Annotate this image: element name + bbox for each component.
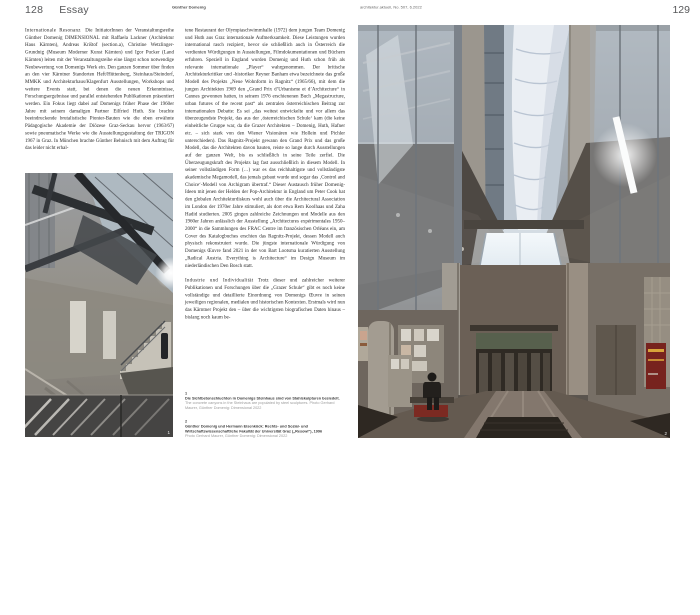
heading-industrie-und-individualitaet: Industrie und Individualität [185, 277, 254, 284]
article-column-2 [185, 27, 345, 615]
caption-1-credit: Photo Gerhard Maurer, Günther Domenig: Dimensional 2022 [185, 400, 335, 410]
figure-steinhaus-photo [25, 173, 173, 437]
figure-marker-1: 1 [167, 430, 170, 435]
running-head: Günther Domenig [172, 5, 206, 10]
caption-1-text-de: Die Sichtbetonschluchten in Domenigs Steinhaus sind von Stahlskulpturen besiedelt. [185, 395, 340, 401]
caption-1-text-en: The concrete canyons in the Steinhaus are populated by steel sculptures. [185, 400, 309, 406]
person-body [423, 382, 441, 398]
portrait-photo [360, 331, 367, 340]
caption-2-text-de: Günther Domenig und Hermann Eisenköck: Rechts- und Sozial- und Wirtschaftswissenschaftliche Fakultät der Universität Graz („Resowi“), 1996 [185, 423, 323, 434]
right-lower-wall [588, 263, 670, 428]
page-number-left: 128 [25, 4, 44, 16]
resowi-atrium-illustration [358, 25, 670, 438]
section-label: Essay [59, 4, 89, 16]
caption-2-credit: Photo Gerhard Maurer, Günther Domenig: Dimensional 2022 [185, 433, 288, 439]
person-head [428, 373, 437, 382]
figure-resowi-photo [358, 25, 670, 438]
corridor-end [460, 265, 566, 397]
caption-2 [185, 419, 345, 438]
caption-block [185, 391, 345, 486]
body-text-1: Die InitiatorInnen der Veranstaltungsreihe Günther Domenig DIMENSIONAL mit Raffaela Lackner (Architektur Haus Kärnten), Andreas Krištof (section.a), Christine Wetzlinger-Grundnig (Museum Moderner Kunst Kärnten) und Igor Pucker (Land Kärnten) leiten mit der Veranstaltungsreihe eine längst schon notwendige Neubewertung von Domenigs Werk ein. Den ganzen Sommer über finden an den vier Kärntner Standorten Heft/Hüttenberg, Steinhaus/Steindorf, MMKK und Architekturhaus/Klagenfurt Ausstellungen, Workshops und weitere Events statt, bei denen die neuen Erkenntnisse, Forschungsergebnisse und parallel entstehenden Publikationen präsentiert werden. Ein Fokus liegt dabei auf Domenigs früher Phase der 1960er Jahre mit seinem damaligen Partner Eilfried Huth. Sie brachte beeindruckende brutalistische Pionier-Bauten wie die oben erwähnte Pädagogische Akademie der Diözese Graz-Seckau hervor (1963/67) sowie pneumatische Werke wie die Ausstellungsgestaltung der TRIGON 1967 in Graz. In München brachte Günther Behnisch mit dem Auftrag für das leider nicht erhal- [25, 27, 175, 151]
steinhaus-staircase-illustration [25, 173, 173, 437]
body-text-2: tene Restaurant der Olympiaschwimmhalle (1972) dem jungen Team Domenig und Huth aus Graz internationale Aufmerksamkeit. Diese Leistungen wurden international rasch rezipiert, bevor sie schließlich auch in Österreich die verdienten Würdigungen in Ausstellungen, Filmdokumentationen und Büchern erfuhren. Speziell in England wurden Domenig und Huth schon früh als relevante internationale „Player“ wahrgenommen. Der britische Architekturkritiker und -historiker Reyner Banham etwa bezeichnete das große Modell des Projekts „Neue Wohnform in Ragnitz“ (1965/66), mit dem die jungen Architekten 1969 den „Grand Prix d’Urbanisme et d’Architecture“ in Cannes gewonnen hatten, in seinem 1976 erschienenen Buch „Megastructure, urban futures of the recent past“ als zentralen österreichischen Beitrag zur internationalen Debatte: Es sei „das weitest entwickelte und vor allem das überzeugendste Projekt, das aus der ‚österreichischen Schule‘ kam (die keine einheitliche Gruppe war, da die Grazer Architekten – Domenig, Huth, Hafner etc. – sich stark von den Wiener Visionären wie Hollein und Pichler unterschieden). Das Ragnitz-Projekt gewann den Grand Prix und das große Modell, das die Architekten davon bauten, reiste so lange durch Ausstellungen auf der ganzen Welt, bis es schließlich in seine Teile zerfiel. Die Überzeugungskraft des Projekts lag fast ausschließlich in diesem Modell. In seiner vollständigen Form (…) war es das reichhaltigste und vollständigste akademische Megamodell, das jemals gebaut wurde und sogar das ‚Control and Choice‘-Modell von Archigram übertraf.“ Dieser Austausch früher Domenig-Ideen mit jenen der Helden der Pop-Architektur in England um Peter Cook hat den globalen Architekturdiskurs wohl auch über die Architectural Association im London der 1970er Jahre stimuliert, als dort etwa Rem Koolhaas und Zaha Hadid studierten. 2005 gingen zahlreiche Zeichnungen und Modelle aus den 1960er Jahren anlässlich der Ausstellung „Architectures expérimentales 1950–2000“ in die Sammlungen des FRAC Centre im französischen Orléans ein, am Cover des Katalogbuches erschien das Ragnitz-Projekt, dessen Modell auch physisch rekonstruiert wurde. Die jüngste internationale Würdigung von Domenigs Œuvre fand 2021 in der von Bart Lootsma kuratierten Ausstellung „Radical Austria. Everything is Architecture“ im Design Museum im niederländischen Den Bosch statt. [185, 27, 345, 269]
heading-internationale-resonanz: Internationale Resonanz [25, 27, 81, 33]
left-page-header [25, 4, 89, 16]
glass-balustrade-band [25, 395, 173, 437]
figure-marker-2: 2 [664, 431, 667, 436]
caption-2-number: 2 [185, 419, 188, 424]
floor-mat [476, 417, 572, 438]
journal-reference: architektur.aktuell, No. 507, 6.2022 [360, 5, 422, 10]
page-number-right: 129 [672, 4, 690, 16]
caption-1-number: 1 [185, 391, 188, 396]
caption-1 [185, 391, 345, 410]
body-text-3: Trotz dieser und zahlreicher weiterer Publikationen und Forschungen über die „Grazer Schule“ gibt es noch keine vollständige und detaillierte Einordnung von Domenigs Œuvre in seinen jeweiligen regionalen, medialen und historischen Kontexten. Erstmals wird nun das Kärntner Projekt den – über die wichtigsten biografischen Daten hinaus – bislang noch kaum be- [185, 277, 345, 320]
